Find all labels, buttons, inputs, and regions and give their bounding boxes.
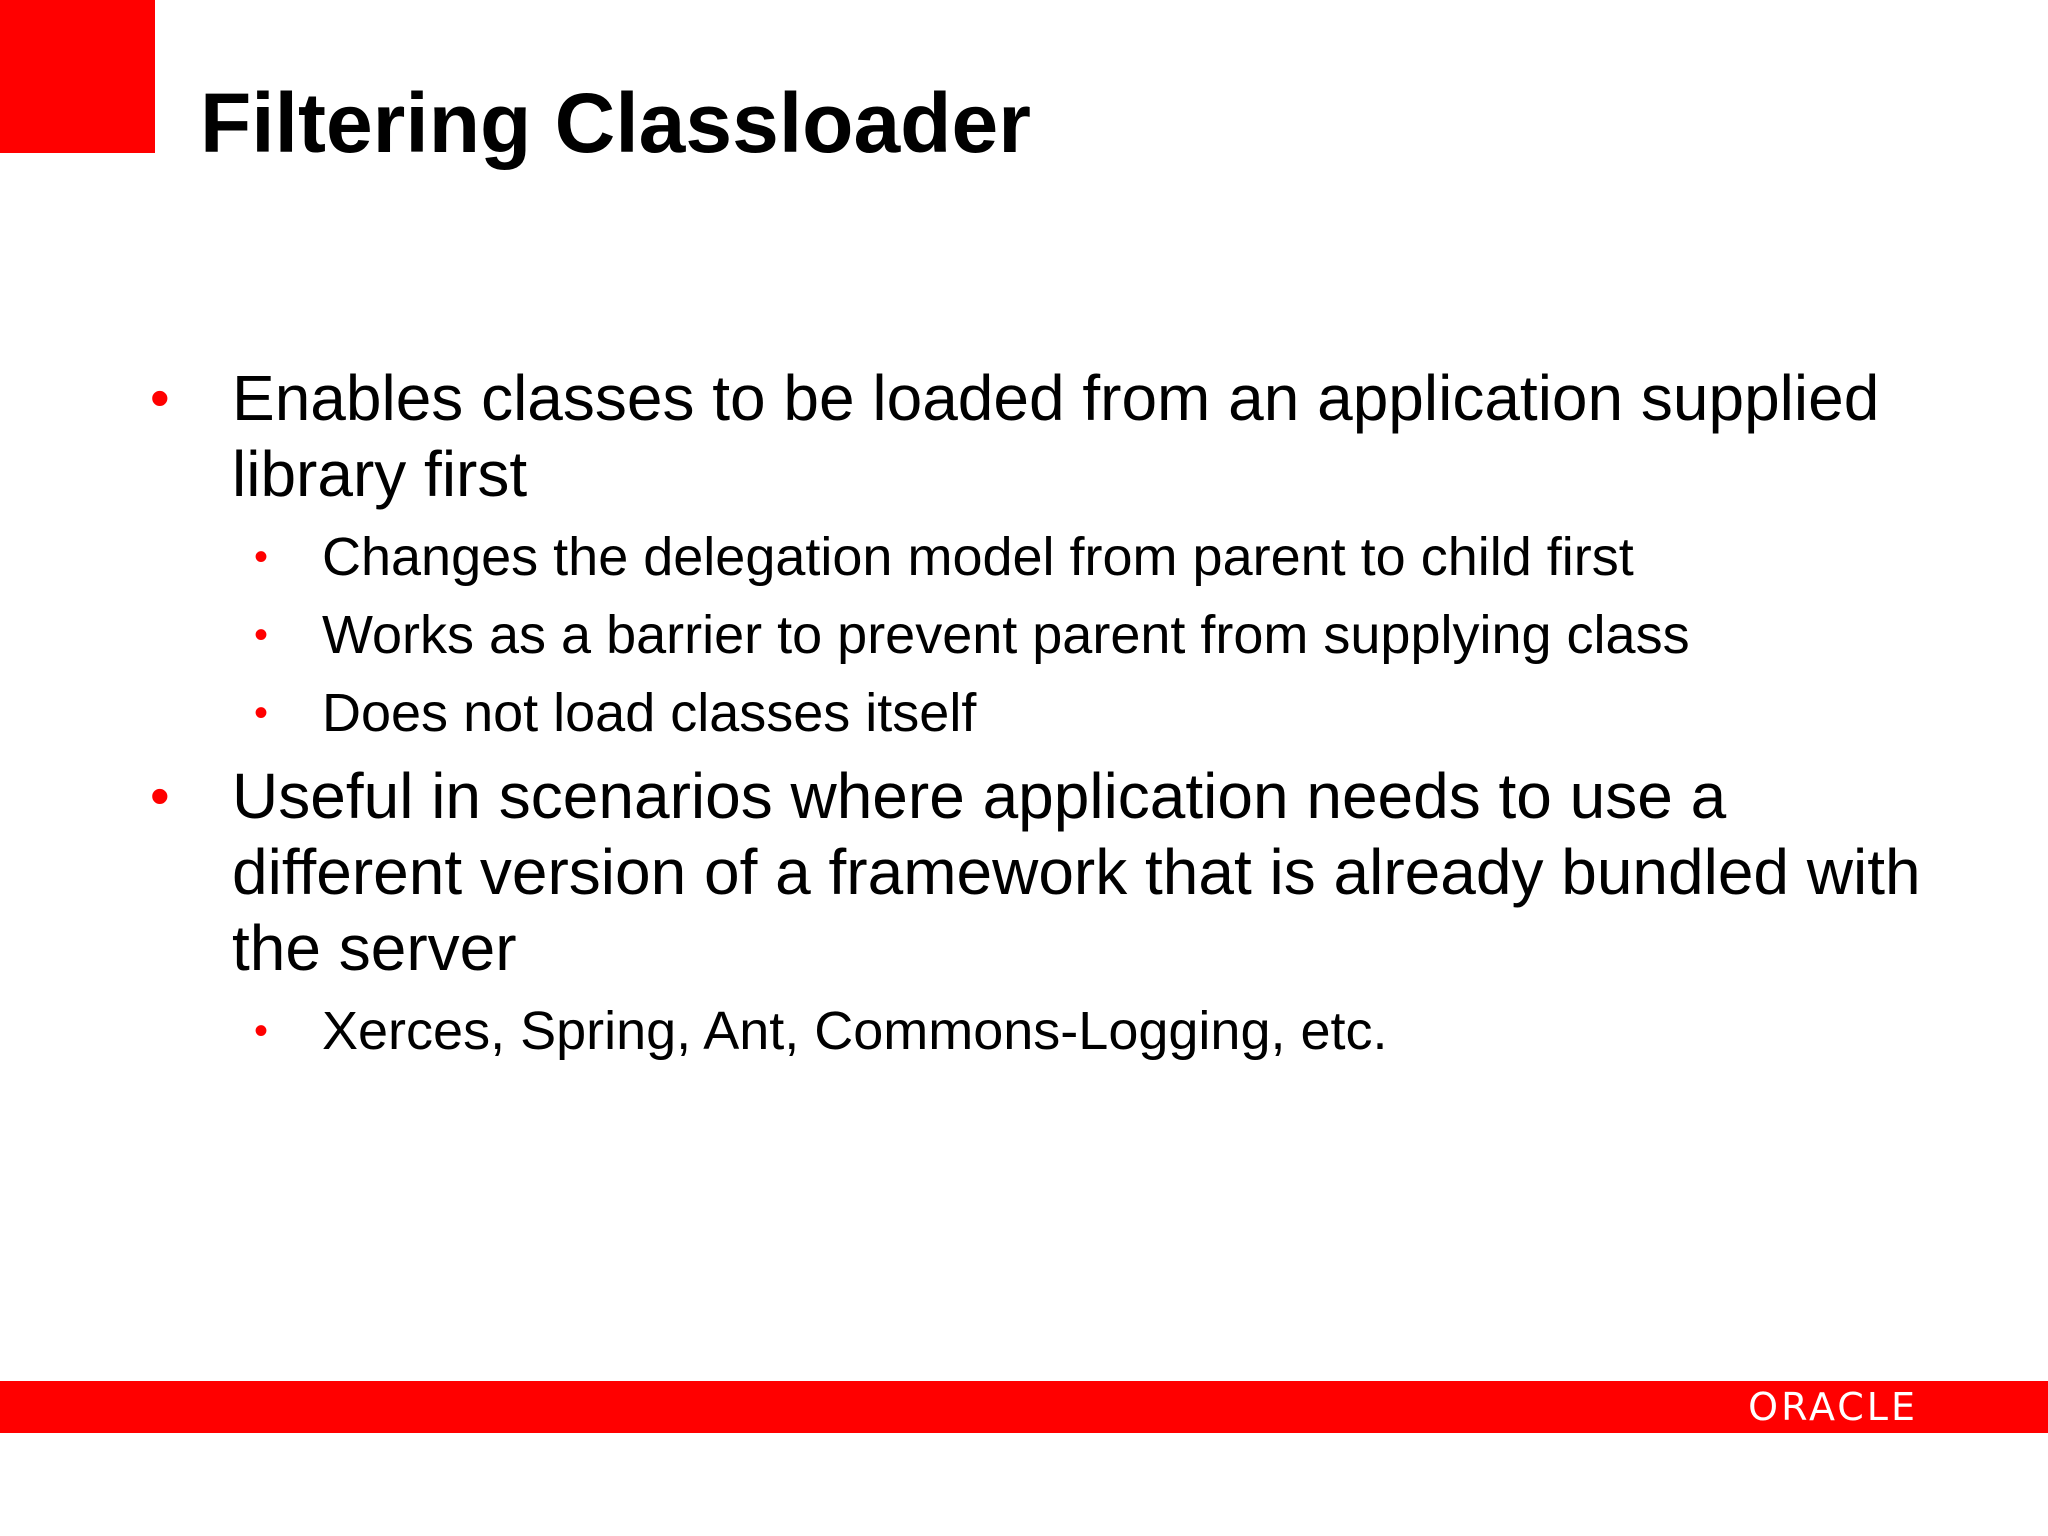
bullet-list [150,360,1970,1076]
sub-bullet-item [232,518,1970,596]
bullet-item-1 [150,360,1970,752]
sub-bullet-text: Does not load classes itself [322,683,977,743]
bullet-dot-icon: • [150,366,170,429]
bullet-dot-icon: • [150,764,170,827]
sub-bullet-item [232,992,1970,1070]
sub-bullet-item [232,674,1970,752]
sub-bullet-list [232,518,1970,752]
oracle-logo: ORACLE [1748,1385,1918,1429]
corner-accent-block [0,0,155,153]
sub-bullet-list [232,992,1970,1070]
sub-bullet-text: Works as a barrier to prevent parent from supplying class [322,605,1690,665]
bullet-text: Useful in scenarios where application needs to use a different version of a framework that is already bundled with the server [232,760,1921,984]
sub-bullet-item [232,596,1970,674]
bullet-item-2 [150,758,1970,1070]
bullet-dot-icon: • [254,1009,269,1053]
bullet-dot-icon: • [254,535,269,579]
sub-bullet-text: Changes the delegation model from parent to child first [322,527,1634,587]
bullet-dot-icon: • [254,691,269,735]
slide-title: Filtering Classloader [200,76,1031,170]
sub-bullet-text: Xerces, Spring, Ant, Commons-Logging, etc. [322,1001,1388,1061]
footer-bar [0,1381,2048,1433]
bullet-text: Enables classes to be loaded from an application supplied library first [232,362,1880,510]
bullet-dot-icon: • [254,613,269,657]
